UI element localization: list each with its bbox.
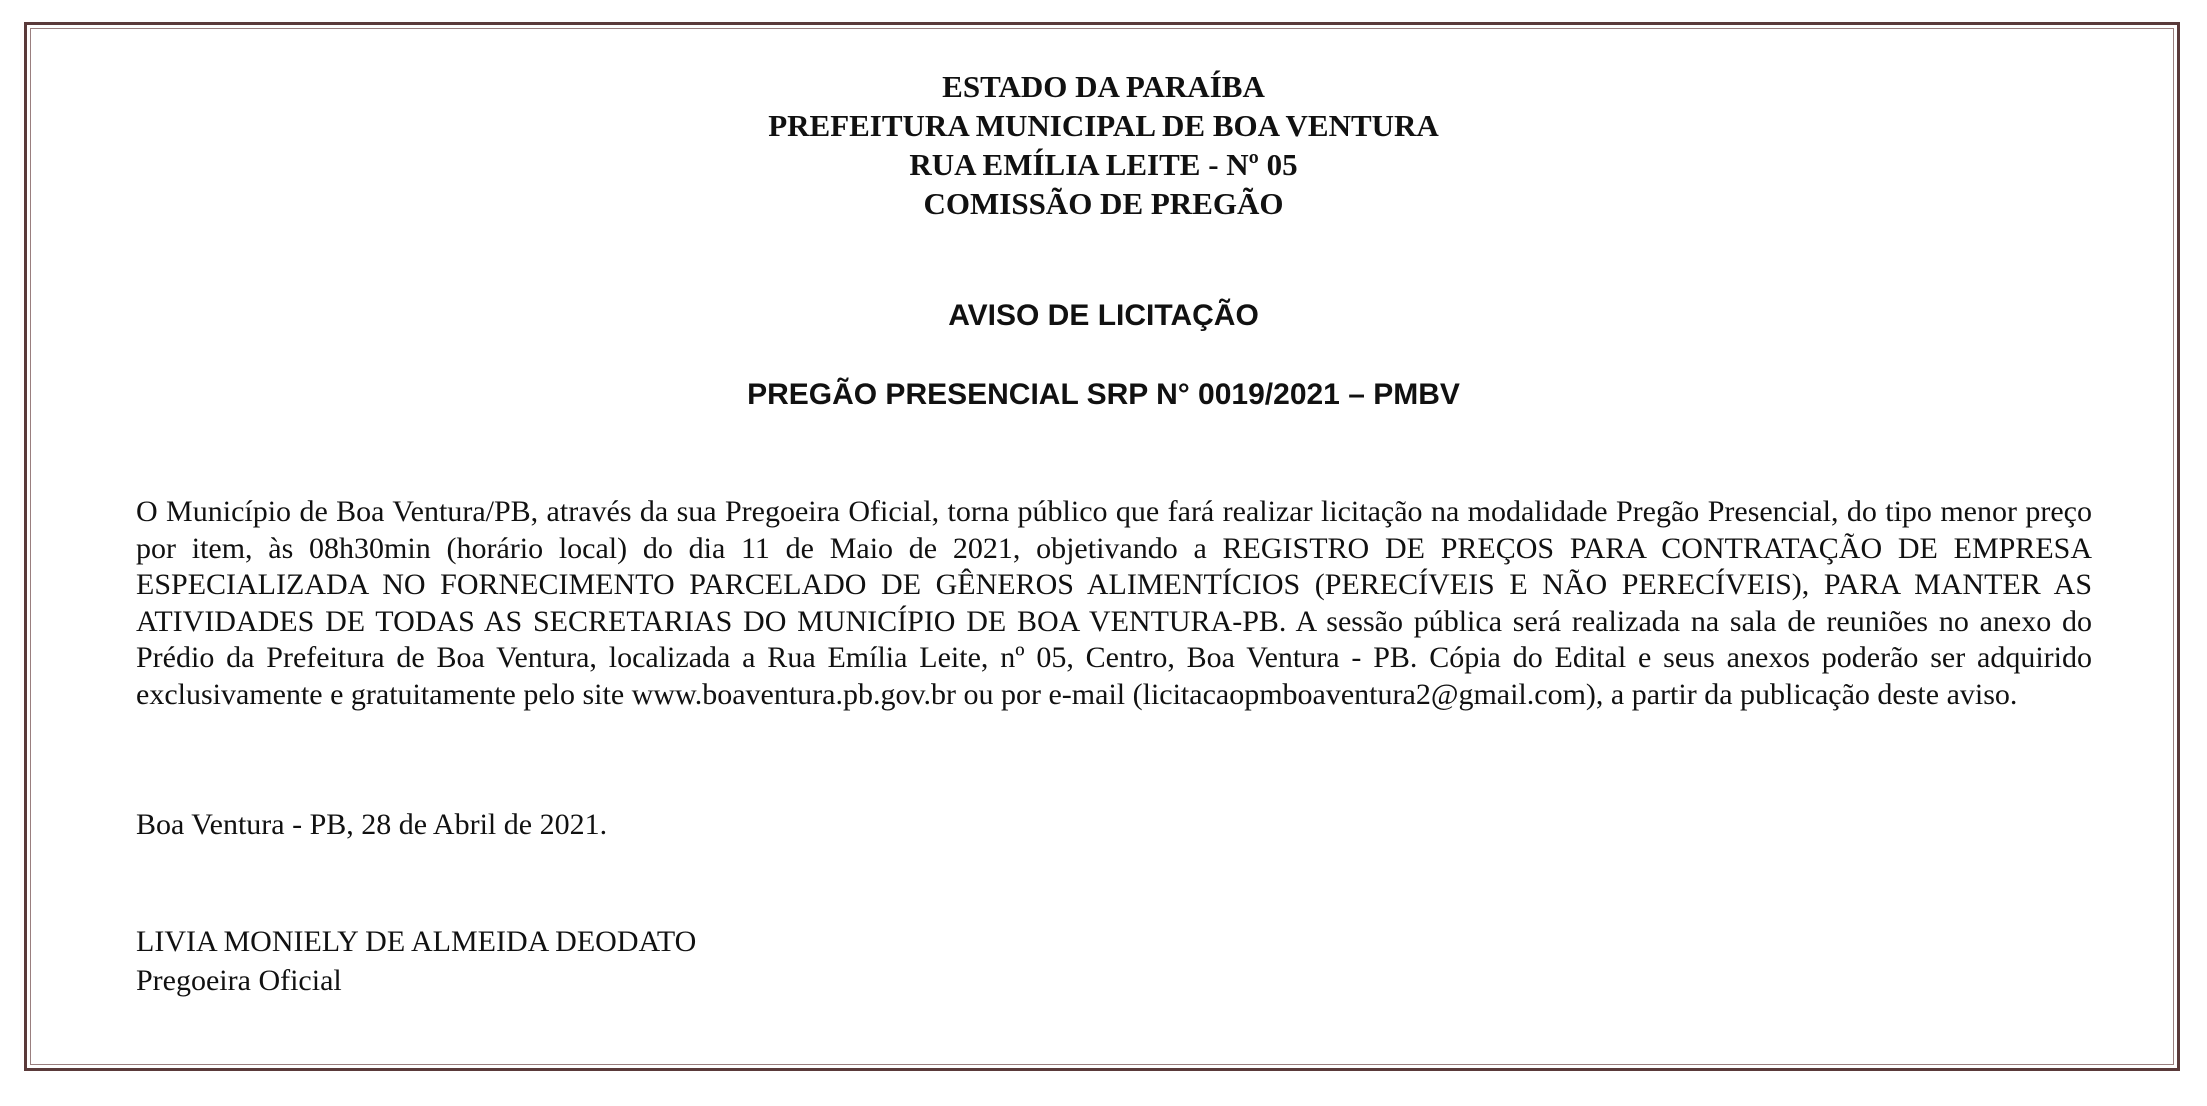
- header-commission: COMISSÃO DE PREGÃO: [923, 186, 1284, 221]
- notice-body: O Município de Boa Ventura/PB, através da sua Pregoeira Oficial, torna público que fará realizar licitação na modalidade Pregão Presencial, do tipo menor preço por item, às 08h30min (horário local) do dia 11 de Maio de 2021, objetivando a REGISTRO DE PREÇOS PARA CONTRATAÇÃO DE EMPRESA ESPECIALIZADA NO FORNECIMENTO PARCELADO DE GÊNEROS ALIMENTÍCIOS (PERECÍVEIS E NÃO PERECÍVEIS), PARA MANTER AS ATIVIDADES DE TODAS AS SECRETARIAS DO MUNICÍPIO DE BOA VENTURA-PB. A sessão pública será realizada na sala de reuniões no anexo do Prédio da Prefeitura de Boa Ventura, localizada a Rua Emília Leite, nº 05, Centro, Boa Ventura - PB. Cópia do Edital e seus anexos poderão ser adquirido exclusivamente e gratuitamente pelo site www.boaventura.pb.gov.br ou por e-mail (licitacaopmboaventura2@gmail.com), a partir da publicação deste aviso.: [136, 495, 2092, 711]
- signature-block: [136, 922, 696, 1000]
- notice-title: AVISO DE LICITAÇÃO: [948, 299, 1259, 332]
- header-address: RUA EMÍLIA LEITE - Nº 05: [909, 147, 1298, 182]
- notice-subtitle: PREGÃO PRESENCIAL SRP N° 0019/2021 – PMBV: [747, 378, 1460, 411]
- letterhead: [0, 67, 2207, 223]
- signatory-name: LIVIA MONIELY DE ALMEIDA DEODATO: [136, 925, 697, 958]
- header-state: ESTADO DA PARAÍBA: [942, 69, 1265, 104]
- header-prefecture: PREFEITURA MUNICIPAL DE BOA VENTURA: [768, 108, 1439, 143]
- notice-dateline: Boa Ventura - PB, 28 de Abril de 2021.: [136, 808, 608, 841]
- signatory-role: Pregoeira Oficial: [136, 964, 342, 997]
